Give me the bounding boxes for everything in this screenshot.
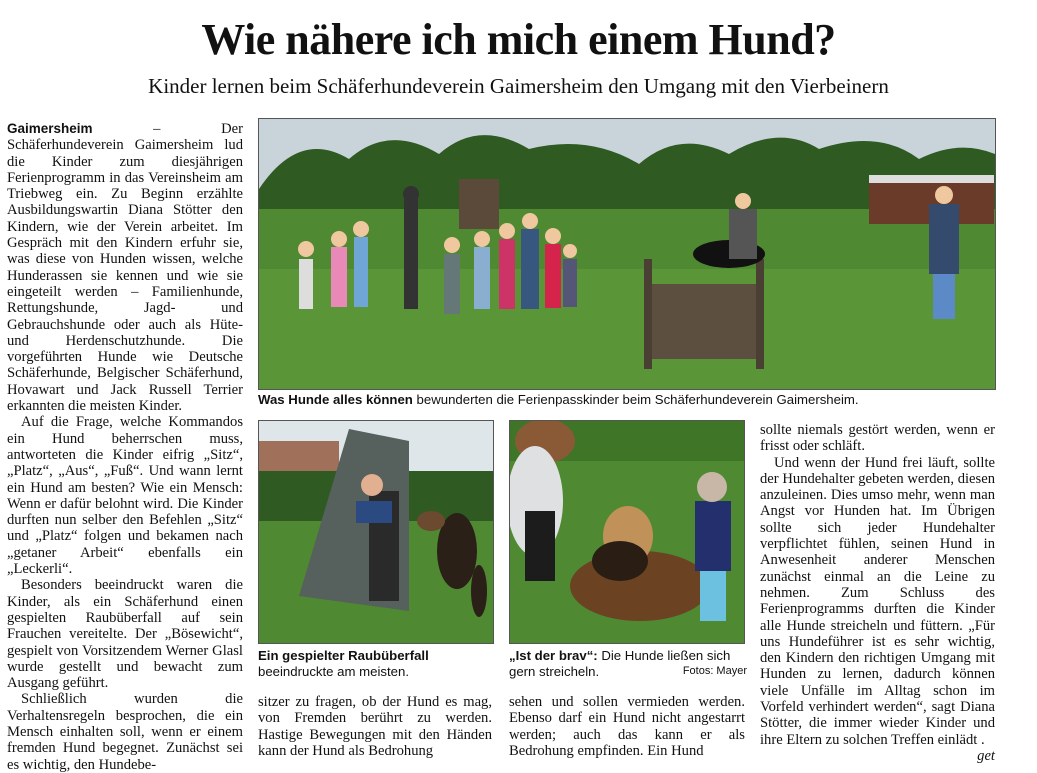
- headline: Wie nähere ich mich einem Hund?: [201, 15, 836, 64]
- right-photo: [509, 420, 745, 644]
- article-column-4: [760, 422, 995, 764]
- caption-text: beeindruckte am meisten.: [258, 663, 409, 679]
- subheadline: Kinder lernen beim Schäferhundeverein Gaimersheim den Umgang mit den Vierbeinern: [148, 74, 889, 98]
- paragraph: Auf die Frage, welche Kommandos ein Hund beherrschen muss, antworteten die Kinder eifrig „Sitz“, „Platz“, „Aus“, „Fuß“. Und wann lernt ein Hund am besten? Wie ein Mensch: Wenn er dafür belohnt wird. Die Kinder durften nun selber den Befehlen „Sitz“ und „Platz“ folgen und bekamen nach „getaner Arbeit“ ebenfalls ein „Leckerli“.: [7, 414, 243, 578]
- caption-bold: Ein gespielter Raubüberfall: [258, 648, 429, 663]
- left-photo-caption: [258, 648, 492, 679]
- paragraph: [760, 454, 995, 764]
- paragraph: Besonders beeindruckt waren die Kinder, als ein Schäferhund einen gespielten Raubüberfall auf sein Frauchen vereitelte. Der „Bösewicht“, gespielt von Vorsitzendem Werner Glasl wurde gestellt und bewacht zum Ausgang geführt.: [7, 577, 243, 692]
- right-photo-caption: [509, 648, 747, 679]
- paragraph-text: – Der Schäferhundeverein Gaimersheim lud die Kinder zum diesjährigen Ferienprogramm in das Vereinsheim am Triebweg ein. Zu Beginn erzählte Ausbildungswartin Diana Stötter den Kindern, wie der Verein arbeitet. Im Gespräch mit den Kindern erfuhr sie, was diese von Hunden wissen, welche Hunderassen sie kennen und wie sie eingeteilt werden – Familienhunde, Rettungshunde, Jagd- und Gebrauchshunde oder auch als Hüte- und Herdenschutzhunde. Die vorgeführten Hunde wie Deutsche Schäferhunde, Belgischer Schäferhund, Hovawart und Jack Russell Terrier erkannten die meisten Kinder.: [7, 121, 243, 415]
- photo-credit: Fotos: Mayer: [682, 664, 747, 677]
- dog-jumping-image: [259, 119, 995, 389]
- paragraph-text: Und wenn der Hund frei läuft, sollte der Hundehalter gebeten werden, diesen anzuleinen. Dies umso mehr, wenn man Angst vor Hunden hat. Im Übrigen sollte sich jeder Hundehalter verpflichtet fühlen, seinen Hund in Anwesenheit anderer Menschen zunächst einmal an die Leine zu nehmen. Zum Schluss des Ferienprogramms durften die Kinder alle Hunde streicheln und füttern. „Für uns Hundeführer ist es sehr wichtig, den Kindern den richtigen Umgang mit Hunden zu lernen, dadurch können viele Unfälle im Alltag schon im Vorfeld verhindert werden“, sagt Diana Stötter, die immer wieder Kinder und ihre Eltern zu solchen Treffen einlädt .: [760, 454, 995, 748]
- paragraph: sitzer zu fragen, ob der Hund es mag, von Fremden berührt zu werden. Hastige Bewegungen mit den Händen kann der Hund als Bedrohung: [258, 694, 492, 759]
- caption-bold: Was Hunde alles können: [258, 392, 413, 407]
- caption-text: Die Hunde ließen sich gern streicheln.: [509, 648, 731, 679]
- paragraph: Schließlich wurden die Verhaltensregeln besprochen, die ein Mensch einhalten soll, wenn er einem fremden Hund begegnet. Zunächst sei es wichtig, den Hundebe-: [7, 691, 243, 773]
- mock-robbery-image: [259, 421, 493, 643]
- petting-dog-image: [510, 421, 744, 643]
- caption-text: bewunderten die Ferienpasskinder beim Schäferhundeverein Gaimersheim.: [412, 392, 859, 407]
- paragraph: [7, 121, 243, 414]
- article-column-2: [258, 694, 492, 759]
- dateline: Gaimersheim: [7, 121, 93, 136]
- main-photo-caption: [258, 392, 994, 408]
- article-column-1: [7, 121, 243, 773]
- paragraph: sehen und sollen vermieden werden. Ebenso darf ein Hund nicht angestarrt werden; auch das kann er als Bedrohung empfinden. Ein Hund: [509, 694, 745, 759]
- paragraph: sollte niemals gestört werden, wenn er frisst oder schläft.: [760, 422, 995, 455]
- left-photo: [258, 420, 494, 644]
- main-photo: [258, 118, 996, 390]
- author-signature: get: [977, 747, 995, 764]
- caption-bold: „Ist der brav“:: [509, 648, 598, 663]
- article-column-3: [509, 694, 745, 759]
